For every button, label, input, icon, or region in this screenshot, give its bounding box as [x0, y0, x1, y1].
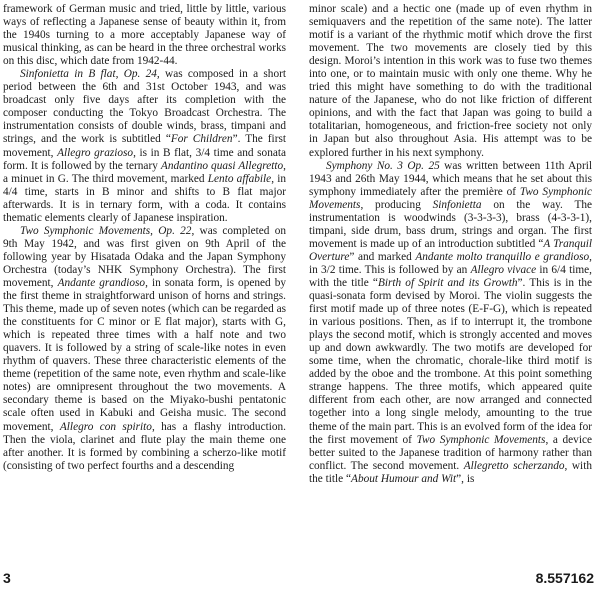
page-number: 3 [3, 570, 11, 586]
italic-run: Sinfonietta in B flat, Op. 24, [20, 68, 160, 81]
italic-run: Symphony No. 3 Op. 25 [326, 159, 440, 172]
text-run: , has a flashy introduction. Then the viola, clarinet and flute play the main theme one after another. It is formed by combining a scherzo-like motif (consisting of two perfect fourths and a descending [3, 420, 286, 472]
page-footer [0, 570, 599, 590]
paragraph-sinfonietta [3, 68, 286, 225]
text-run: ”. This is in the quasi-sonata form devised by Moroi. The violin suggests the first motif made up of three notes (E-F-G), which is repeated in various positions. Then, as if to interrupt it, the trombone plays the second motif, which is strongly accented and moves up and down awkwardly. The two motifs are developed for some time, when the chromatic, chorale-like third motif is added by the oboe and the trombone. At this point something strange happens. The three motifs, which appeared quite different from each other, are now arranged and connected together into a long single melody, amounting to the true theme of the main part. This is an evolved form of the idea for the first movement of [309, 276, 592, 446]
text-run: , is in B flat, 3/4 time and sonata form. It is followed by the ternary [3, 146, 287, 172]
italic-run: Two Symphonic Movements [416, 433, 546, 446]
paragraph-continuation-right [309, 3, 592, 160]
text-run: , a minuet in G. The third movement, marked [3, 159, 286, 185]
paragraph-symphony-no-3 [309, 160, 592, 486]
italic-run: A Tranquil Overture [309, 237, 593, 263]
text-run: , with the title “ [309, 459, 592, 485]
paragraph-two-symphonic-movements [3, 225, 286, 473]
text-run: , was completed on 9th May 1942, and was first given on 9th April of the following year by Hisatada Odaka and the Japan Symphony Orchestra (today’s NHK Symphony Orchestra). The first movement, [3, 224, 287, 289]
paragraph-continuation [3, 3, 286, 68]
text-run: framework of German music and tried, little by little, various ways of reflecting a Japanese sense of beauty within it, from the 1940s turning to a more acceptably Japanese way of musical thinking, as can be heard in the three orchestral works on this disc, which date from 1942-44. [3, 3, 286, 68]
italic-run: Sinfonietta [432, 198, 482, 211]
text-run: , producing [360, 198, 433, 211]
text-run: ”, is [456, 472, 475, 485]
text-run: , in 4/4 time, starts in B minor and shifts to B flat major afterwards. It is in ternary form, with a coda. It contains thematic elements clearly of Japanese inspiration. [3, 172, 286, 224]
text-run: was composed in a short period between the 6th and 31st October 1943, and was broadcast only five days after its completion with the composer conducting the Tokyo Broadcast Orchestra. The instrumentation consists of double winds, brass, timpani and strings, and the work is subtitled “ [3, 68, 287, 146]
italic-run: For Children [170, 133, 233, 146]
text-run: minor scale) and a hectic one (made up of even rhythm in semiquavers and the repetition of the same note). The latter motif is a variant of the rhythmic motif which drove the first movement. The two movements are closely tied by this design. Moroi’s intention in this work was to fuse two themes into one, or to maintain music with only one theme. Why he tried this might have something to do with the traditional nature of the Japanese, who do not like friction of different opinions, and with the fact that Japan was going to build a totalitarian, homogeneous, and friction-free society not only in Japan but also throughout Asia. His attempt was to be explored further in his next symphony. [309, 3, 592, 159]
text-run: , a device better suited to the Japanese tradition of harmony rather than conflict. The second movement. [309, 433, 592, 472]
italic-run: Two Symphonic Movements [309, 185, 592, 211]
italic-run: Allegro vivace [470, 263, 537, 276]
text-run: on the way. The instrumentation is woodwinds (3-3-3-3), brass (4-3-3-1), timpani, side drum, bass drum, strings and organ. The first movement is made up of an introduction subtitled “ [309, 198, 593, 250]
italic-run: Allegro grazioso [57, 146, 134, 159]
left-column [3, 3, 286, 473]
right-column [309, 3, 592, 486]
italic-run: Andante molto tranquillo e grandioso [415, 250, 590, 263]
italic-run: About Humour and Wit [351, 472, 457, 485]
italic-run: Lento affabile [207, 172, 272, 185]
text-run: in 6/4 time, with the title “ [309, 263, 592, 289]
italic-run: Birth of Spirit and its Growth [377, 276, 518, 289]
catalog-number: 8.557162 [535, 570, 594, 586]
italic-run: Two Symphonic Movements, Op. 22 [20, 224, 192, 237]
text-run: , in 3/2 time. This is followed by an [309, 250, 592, 276]
text-run: ”. The first movement, [3, 133, 286, 159]
text-run: , in sonata form, is opened by the first theme in straightforward unison of horns and strings. This theme, made up of seven notes (which can be regarded as the constituents for C minor or E flat major), starts with G, which is repeated three times with a half note and two quavers. It is followed by a string of scale-like notes in even rhythm of quavers. These three characteristic elements of the theme (repetition of the same note, even rhythm and scale-like notes) are omnipresent throughout the two movements. A secondary theme is based on the Miyako-bushi pentatonic scale often used in Kabuki and Geisha music. The second movement, [3, 276, 287, 433]
italic-run: Allegretto scherzando [463, 459, 565, 472]
italic-run: Allegro con spirito [59, 420, 152, 433]
italic-run: Andantino quasi Allegretto [160, 159, 284, 172]
italic-run: Andante grandioso [57, 276, 146, 289]
text-run: ” and marked [349, 250, 416, 263]
text-run: was written between 11th April 1943 and 26th May 1944, which means that he set about this symphony immediately after the première of [309, 159, 592, 198]
